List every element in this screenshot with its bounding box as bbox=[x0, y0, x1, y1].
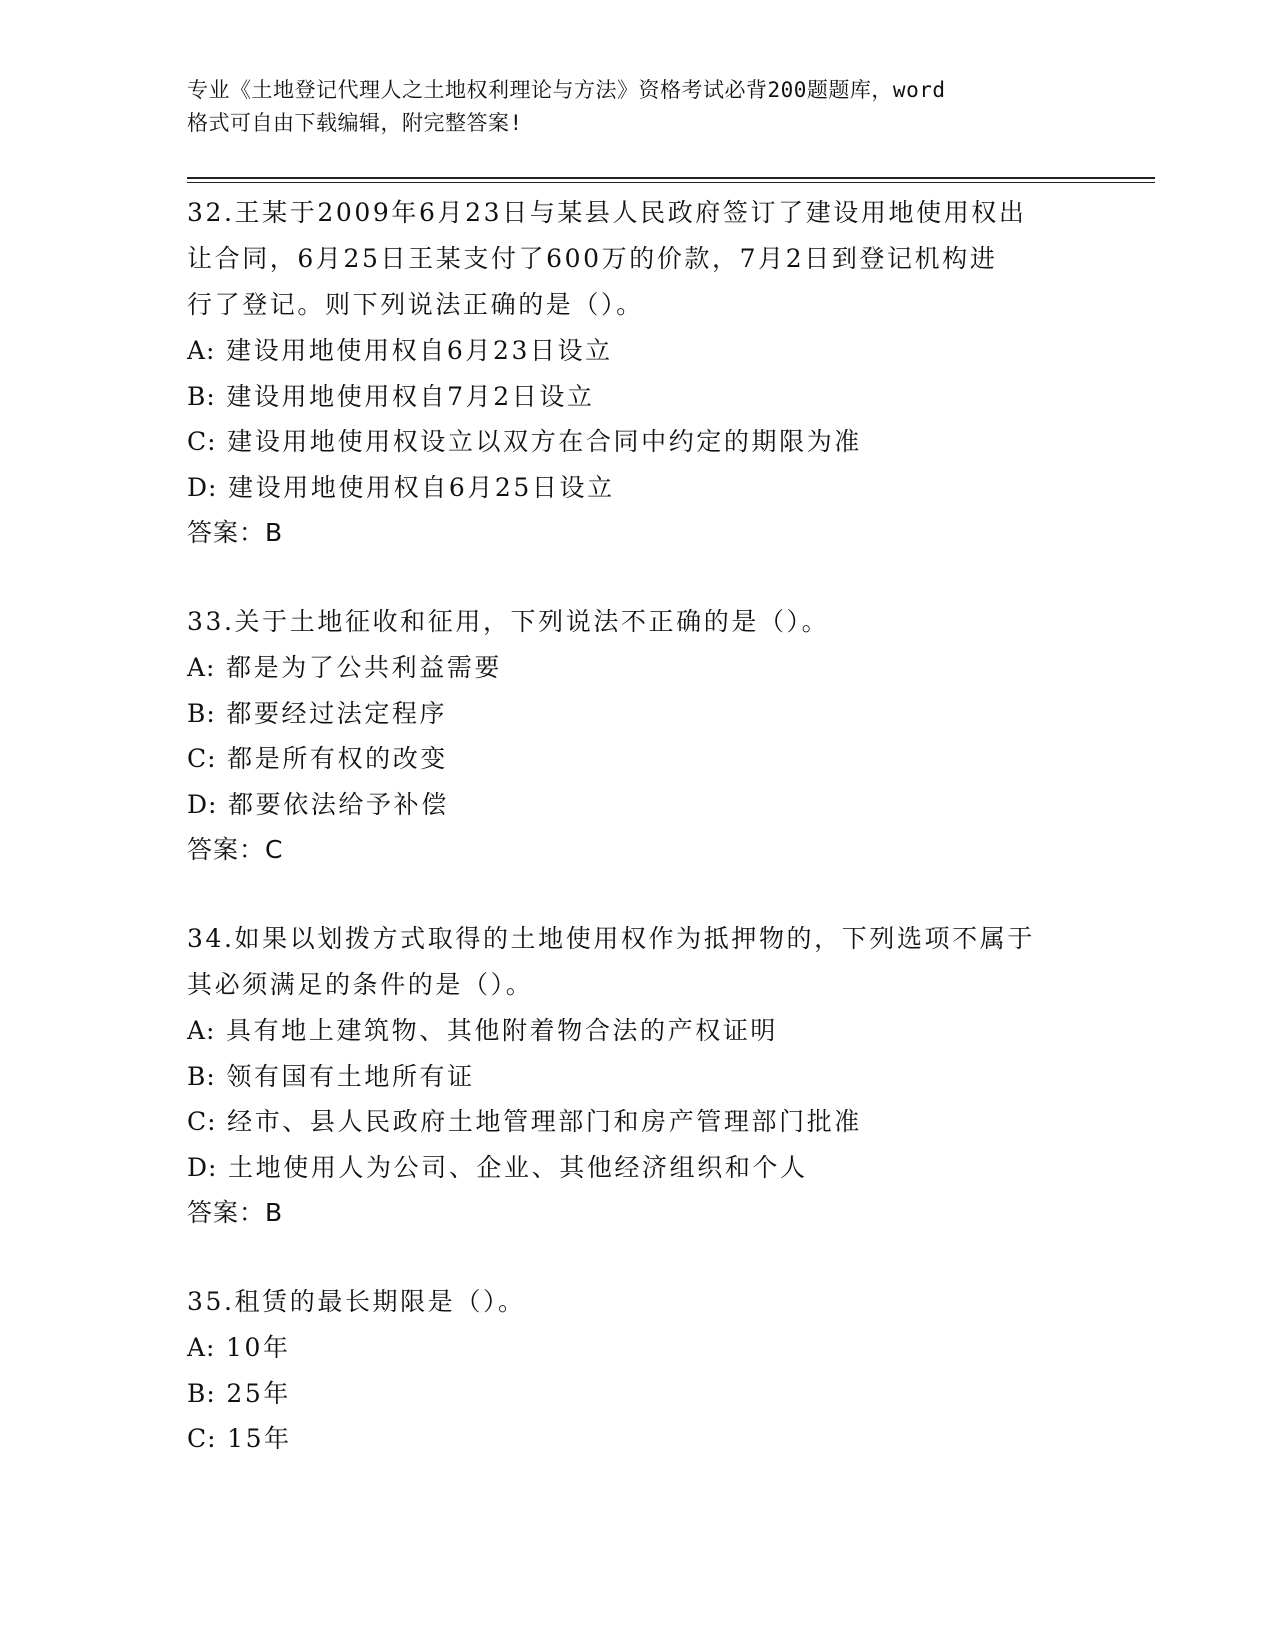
option-a bbox=[187, 328, 1087, 374]
stem-line: 34.如果以划拨方式取得的土地使用权作为抵押物的，下列选项不属于 bbox=[187, 924, 1035, 953]
option-b bbox=[187, 374, 1087, 420]
option-letter: B: bbox=[187, 1061, 216, 1091]
option-letter: D: bbox=[187, 789, 218, 819]
option-a bbox=[187, 645, 1087, 691]
answer-line: 答案：C bbox=[187, 835, 284, 864]
question-stem bbox=[187, 1279, 1087, 1325]
option-text: 建设用地使用权自6月23日设立 bbox=[226, 336, 613, 365]
option-b bbox=[187, 1371, 1087, 1417]
option-a bbox=[187, 1325, 1087, 1371]
option-letter: C: bbox=[187, 427, 217, 456]
option-text: 建设用地使用权设立以双方在合同中约定的期限为准 bbox=[227, 427, 862, 456]
option-letter: C: bbox=[187, 1107, 217, 1136]
option-letter: A: bbox=[187, 1333, 216, 1362]
header-line-1: 专业《土地登记代理人之土地权利理论与方法》资格考试必背200题题库，word bbox=[187, 78, 946, 102]
header-divider-thin bbox=[187, 182, 1155, 183]
answer-line: 答案：B bbox=[187, 518, 284, 547]
option-text: 建设用地使用权自6月25日设立 bbox=[228, 472, 615, 502]
option-text: 都要依法给予补偿 bbox=[228, 789, 449, 819]
option-text: 领有国有土地所有证 bbox=[226, 1061, 475, 1091]
question-spacer bbox=[187, 556, 1087, 599]
header-divider-thick bbox=[187, 177, 1155, 179]
option-d bbox=[187, 1145, 1087, 1191]
option-text: 15年 bbox=[227, 1424, 292, 1453]
question-34 bbox=[187, 916, 1087, 1236]
stem-line: 33.关于土地征收和征用，下列说法不正确的是（）。 bbox=[187, 607, 830, 636]
question-stem bbox=[187, 916, 1087, 1008]
stem-line: 让合同，6月25日王某支付了600万的价款，7月2日到登记机构进 bbox=[187, 244, 998, 273]
option-c bbox=[187, 419, 1087, 465]
option-d bbox=[187, 782, 1087, 828]
stem-line: 32.王某于2009年6月23日与某县人民政府签订了建设用地使用权出 bbox=[187, 198, 1027, 227]
option-text: 土地使用人为公司、企业、其他经济组织和个人 bbox=[228, 1152, 808, 1182]
option-letter: D: bbox=[187, 1152, 218, 1182]
option-text: 具有地上建筑物、其他附着物合法的产权证明 bbox=[226, 1016, 779, 1045]
question-spacer bbox=[187, 873, 1087, 916]
option-b bbox=[187, 1054, 1087, 1100]
question-35 bbox=[187, 1279, 1087, 1462]
option-text: 10年 bbox=[226, 1333, 291, 1362]
question-stem bbox=[187, 190, 1087, 328]
option-text: 都是所有权的改变 bbox=[227, 744, 448, 773]
option-letter: C: bbox=[187, 744, 217, 773]
question-33 bbox=[187, 599, 1087, 873]
question-list bbox=[187, 190, 1087, 1462]
option-text: 25年 bbox=[226, 1378, 291, 1408]
header-line-2: 格式可自由下载编辑，附完整答案! bbox=[187, 111, 523, 135]
option-text: 都要经过法定程序 bbox=[226, 698, 448, 728]
option-b bbox=[187, 691, 1087, 737]
question-spacer bbox=[187, 1236, 1087, 1279]
document-header bbox=[187, 74, 1057, 140]
option-a bbox=[187, 1008, 1087, 1054]
option-letter: A: bbox=[187, 1016, 216, 1045]
answer-line: 答案：B bbox=[187, 1198, 284, 1227]
option-text: 建设用地使用权自7月2日设立 bbox=[226, 381, 595, 411]
option-c bbox=[187, 1099, 1087, 1145]
option-letter: A: bbox=[187, 653, 216, 682]
option-letter: C: bbox=[187, 1424, 217, 1453]
option-letter: B: bbox=[187, 381, 216, 411]
option-text: 都是为了公共利益需要 bbox=[226, 653, 503, 682]
stem-line: 35.租赁的最长期限是（）。 bbox=[187, 1287, 526, 1316]
question-32 bbox=[187, 190, 1087, 556]
option-letter: A: bbox=[187, 336, 216, 365]
option-text: 经市、县人民政府土地管理部门和房产管理部门批准 bbox=[227, 1107, 862, 1136]
stem-line: 其必须满足的条件的是（）。 bbox=[187, 970, 534, 999]
option-d bbox=[187, 465, 1087, 511]
option-c bbox=[187, 1416, 1087, 1462]
option-c bbox=[187, 736, 1087, 782]
option-letter: B: bbox=[187, 698, 216, 728]
stem-line: 行了登记。则下列说法正确的是（）。 bbox=[187, 290, 644, 319]
option-letter: B: bbox=[187, 1378, 216, 1408]
option-letter: D: bbox=[187, 472, 218, 502]
question-stem bbox=[187, 599, 1087, 645]
